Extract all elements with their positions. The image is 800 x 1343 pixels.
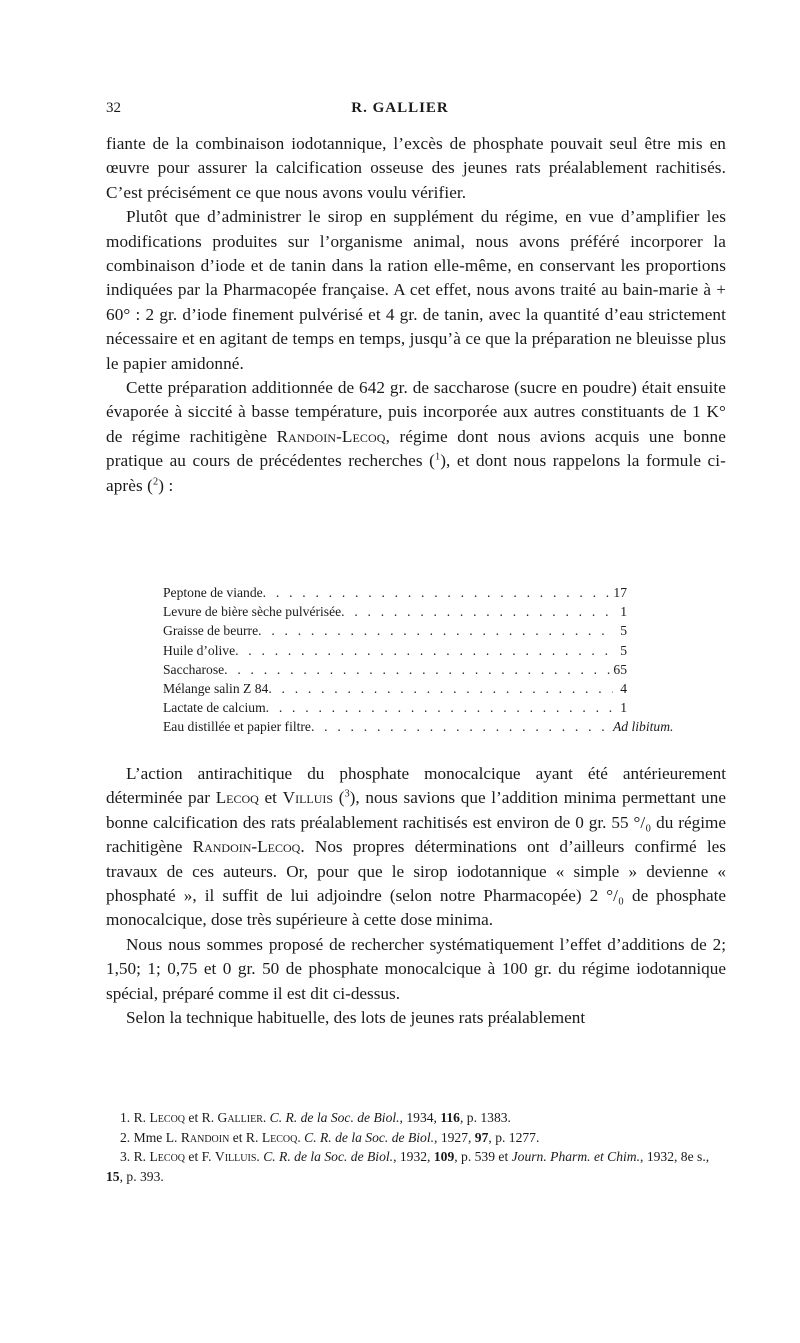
paragraph-4-text: (: [333, 788, 345, 808]
formula-quantity-value: 1: [620, 604, 627, 620]
formula-quantity-value: 5: [620, 642, 627, 658]
paragraph-3-text: Cette préparation additionnée de 642 gr. de saccharose (sucre en poudre) était ensuite évaporée à siccité à basse température, puis incorporée aux autres constituants de 1 K° de régime rachitigène: [106, 378, 726, 446]
footnote-text: .: [262, 1110, 270, 1125]
formula-ingredient: Levure de bière sèche pulvérisée: [163, 604, 342, 620]
paragraph-5: Nous nous sommes proposé de rechercher systématiquement l’effet d’additions de 2; 1,50; 1; 0,75 et 0 gr. 50 de phosphate monocalcique à 100 gr. du régime iodotannique spécial, préparé comme il est dit ci-dessus.: [106, 934, 726, 1003]
footnote-journal: Journ. Pharm. et Chim.: [511, 1149, 641, 1164]
paragraph-4-text: et: [258, 788, 283, 808]
paragraph-4: [106, 762, 726, 933]
body-text-top: [106, 132, 726, 498]
footnote-volume: 15: [106, 1168, 120, 1184]
formula-quantity-value: 5: [620, 623, 627, 639]
footnote-text: , p. 1383.: [459, 1110, 511, 1125]
footnote-author: Lecoq: [261, 1129, 298, 1145]
paragraph-4-text: L’action antirachitique du phosphate monocalcique ayant été antérieurement déterminée par: [106, 764, 726, 808]
leader-dots: [268, 679, 613, 698]
footnote-text: , p. 393.: [119, 1168, 164, 1184]
formula-row: [163, 679, 723, 698]
paragraph-2: Plutôt que d’administrer le sirop en supplément du régime, en vue d’amplifier les modifications produites sur l’organisme animal, nous avons préféré incorporer la combinaison d’iode et de tanin dans la ration elle-même, en conservant les proportions indiquées par la Pharmacopée française. A cet effet, nous avons traité au bain-marie à + 60° : 2 gr. d’iode finement pulvérisé et 4 gr. de tanin, avec la quantité d’eau strictement nécessaire et en agitant de temps en temps, jusqu’à ce que la préparation ne bleuisse plus le papier amidonné.: [106, 207, 726, 373]
footnote-text: R.: [133, 1110, 150, 1125]
footnote-author: Villuis: [214, 1149, 257, 1164]
paragraph-4-text: . Nos propres déterminations ont d’ailleurs confirmé les travaux de ces auteurs. Or, pour que le sirop iodotannique « simple » devienne « phosphaté », il suffit de lui adjoindre (selon notre Pharmacopée) 2 °/₀ de phosphate monocalcique, dose très supérieure à cette dose minima.: [106, 837, 726, 930]
formula-quantity: [613, 583, 723, 602]
author-name: Randoin-Lecoq: [192, 837, 301, 857]
formula-ingredient: Huile d’olive: [163, 642, 236, 658]
footnote-volume: 109: [433, 1149, 455, 1164]
footnote-text: et R.: [229, 1129, 262, 1145]
footnote-text: , 1932, 8e s.,: [640, 1149, 710, 1164]
footnote-text: Mme L.: [133, 1129, 181, 1145]
formula-quantity-value: 4: [620, 681, 627, 697]
paragraph-3-text: ), et dont nous rappelons la formule ci-après (: [106, 451, 726, 495]
leader-dots: [311, 717, 613, 736]
footnote-2: [106, 1128, 726, 1148]
formula-ingredient: Peptone de viande: [163, 585, 263, 600]
formula-quantity-value: 17: [613, 585, 627, 600]
footnote-journal: C. R. de la Soc. de Biol.: [269, 1110, 400, 1125]
author-name: Villuis: [282, 788, 334, 808]
leader-dots: [224, 660, 613, 679]
formula-row: [163, 698, 723, 717]
formula-row: [163, 717, 723, 736]
footnote-volume: 116: [440, 1110, 460, 1125]
formula-row: [163, 641, 723, 660]
formula-quantity-value: 65: [613, 661, 627, 677]
paragraph-1: fiante de la combinaison iodotannique, l’excès de phosphate pouvait seul être mis en œuvre pour assurer la calcification osseuse des jeunes rats préalablement rachitisés. C’est précisément ce que nous avons voulu vérifier.: [106, 134, 726, 202]
footnote-1: [106, 1108, 726, 1128]
footnote-author: Lecoq: [149, 1110, 186, 1125]
leader-dots: [258, 621, 613, 640]
formula-quantity: [613, 660, 723, 679]
formula-ingredient: Eau distillée et papier filtre: [163, 719, 311, 735]
formula-quantity: [613, 641, 723, 660]
footnotes: [106, 1108, 726, 1186]
formula-quantity-value: 1: [620, 700, 627, 716]
footnote-journal: C. R. de la Soc. de Biol.: [304, 1129, 435, 1145]
footnote-text: .: [297, 1129, 305, 1145]
paragraph-6: Selon la technique habituelle, des lots de jeunes rats préalablement: [126, 1008, 586, 1028]
formula-quantity: [613, 698, 723, 717]
footnote-ref: 2: [152, 475, 159, 487]
formula-row: [163, 583, 723, 602]
leader-dots: [341, 602, 613, 621]
page-number: 32: [106, 100, 121, 116]
formula-quantity: [613, 621, 723, 640]
footnote-text: , 1932,: [393, 1149, 434, 1164]
footnote-text: et F.: [185, 1149, 215, 1164]
footnote-author: Gallier: [217, 1110, 263, 1125]
paragraph-3-text: ) :: [158, 475, 174, 495]
leader-dots: [263, 583, 613, 602]
footnote-ref: 1: [434, 451, 441, 463]
footnote-3: [106, 1147, 726, 1186]
formula-quantity: [613, 717, 723, 736]
formula-quantity: [613, 602, 723, 621]
footnote-text: , 1927,: [434, 1129, 475, 1145]
footnote-author: Randoin: [180, 1129, 230, 1145]
leader-dots: [235, 641, 613, 660]
footnote-text: , p. 539 et: [454, 1149, 512, 1164]
formula-ingredient: Mélange salin Z 84: [163, 681, 269, 697]
formula-ingredient: Saccharose: [163, 661, 225, 677]
paragraph-4-text: ), nous savions que l’addition minima permettant une bonne calcification des rats préalablement rachitisés est environ de 0 gr. 55 °/₀ du régime rachitigène: [106, 788, 726, 857]
formula-row: [163, 621, 723, 640]
footnote-text: et R.: [185, 1110, 218, 1125]
running-head: R. GALLIER: [351, 100, 449, 116]
footnote-number: 3.: [120, 1149, 131, 1164]
diet-formula-table: [163, 583, 723, 737]
author-name: Randoin-Lecoq: [276, 426, 386, 446]
formula-quantity: [613, 679, 723, 698]
footnote-number: 1.: [120, 1110, 131, 1125]
author-name: Lecoq: [215, 788, 259, 808]
footnote-journal: C. R. de la Soc. de Biol.: [263, 1149, 394, 1164]
formula-quantity-value: Ad libitum.: [613, 719, 674, 735]
paragraph-3-text: , régime dont nous avions acquis une bonne pratique au cours de précédentes recherches (: [106, 426, 726, 471]
formula-ingredient: Graisse de beurre: [163, 623, 259, 639]
body-text-bottom: [106, 762, 726, 1030]
footnote-number: 2.: [120, 1129, 131, 1145]
page-header: [106, 100, 694, 124]
leader-dots: [266, 698, 613, 717]
formula-row: [163, 660, 723, 679]
footnote-ref: 3: [344, 788, 350, 800]
footnote-text: , p. 1277.: [488, 1129, 540, 1145]
footnote-text: .: [256, 1149, 264, 1164]
footnote-author: Lecoq: [149, 1149, 186, 1164]
footnote-volume: 97: [474, 1129, 489, 1145]
footnote-text: , 1934,: [399, 1110, 441, 1125]
formula-row: [163, 602, 723, 621]
footnote-text: R.: [133, 1149, 150, 1164]
paragraph-3: [106, 376, 726, 498]
formula-ingredient: Lactate de calcium: [163, 700, 266, 716]
